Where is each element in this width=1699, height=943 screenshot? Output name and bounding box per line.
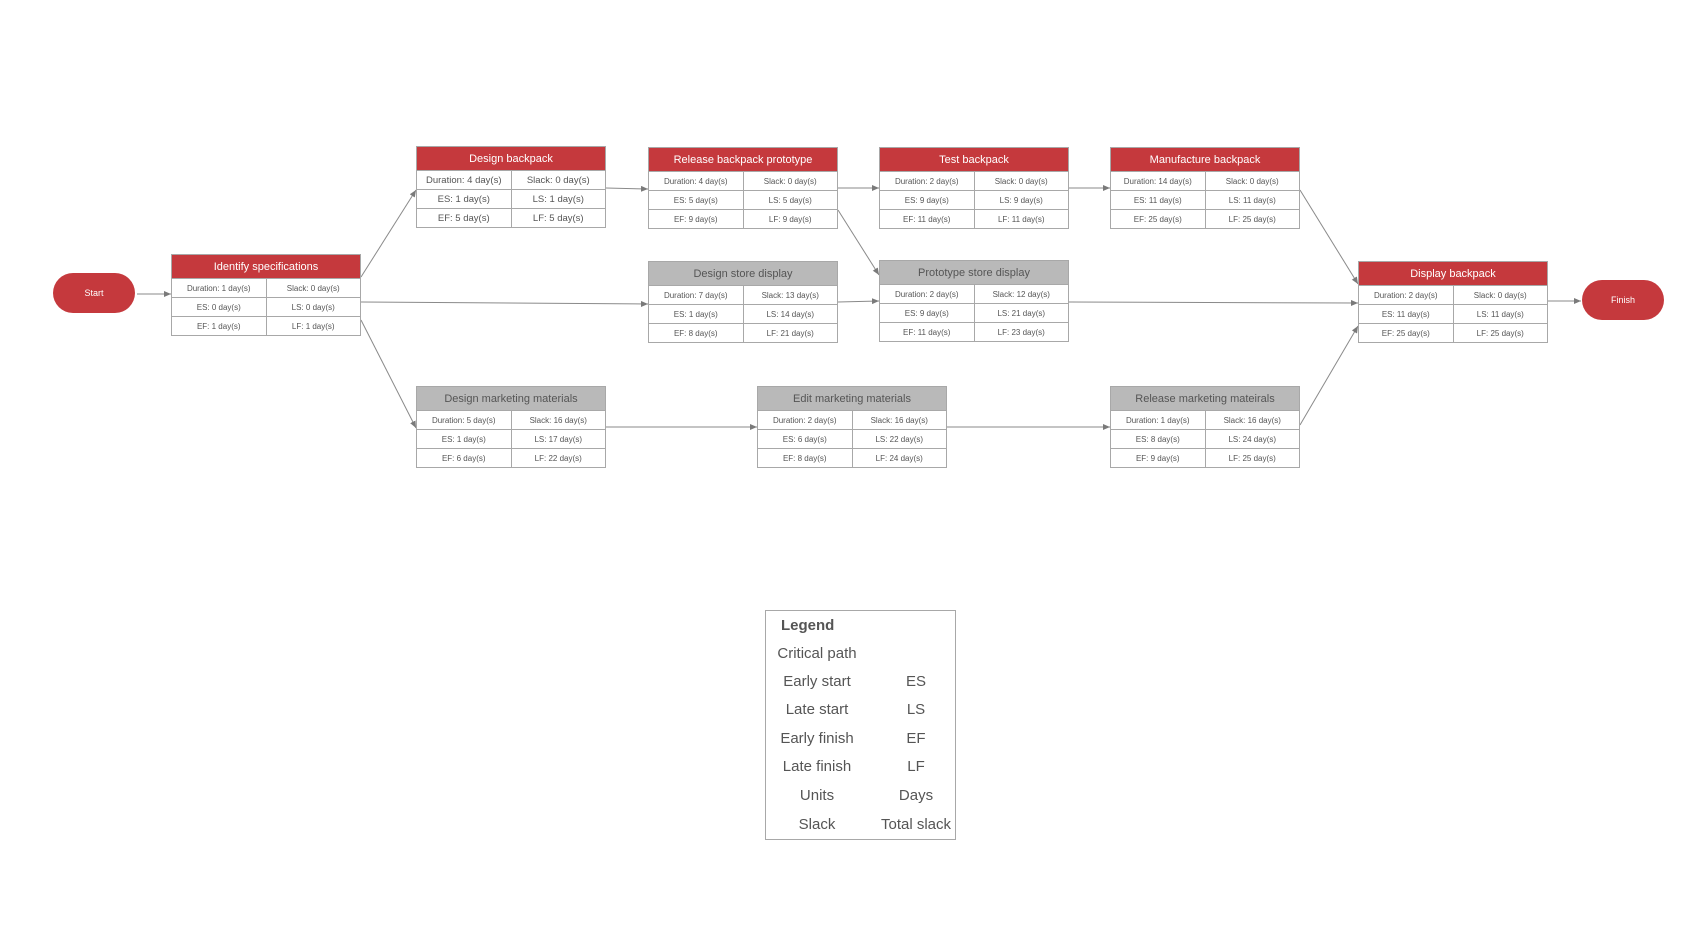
task-duration: Duration: 14 day(s) <box>1123 176 1192 186</box>
task-slack: Slack: 0 day(s) <box>511 171 606 189</box>
task-early-start: ES: 8 day(s) <box>1135 434 1180 444</box>
task-identify-specifications <box>171 254 361 336</box>
legend <box>765 610 956 840</box>
task-row-start <box>880 190 1068 209</box>
task-late-start: LS: 17 day(s) <box>511 430 606 448</box>
task-late-finish: LF: 1 day(s) <box>266 317 361 335</box>
task-late-finish: LF: 21 day(s) <box>743 324 838 342</box>
task-late-finish: LF: 24 day(s) <box>852 449 947 467</box>
task-row-start <box>417 429 605 448</box>
task-early-start: ES: 9 day(s) <box>904 195 949 205</box>
task-row-finish <box>880 322 1068 341</box>
task-title: Design marketing materials <box>417 387 605 410</box>
task-design-store-display <box>648 261 838 343</box>
task-row-start <box>649 190 837 209</box>
task-row-duration <box>1111 171 1299 190</box>
task-row-finish <box>1359 323 1547 342</box>
start-node <box>53 273 135 313</box>
task-manufacture-backpack <box>1110 147 1300 229</box>
task-late-start: LS: 9 day(s) <box>974 191 1069 209</box>
task-title: Design store display <box>649 262 837 285</box>
task-row-duration <box>417 170 605 189</box>
task-row-finish <box>417 448 605 467</box>
task-row-duration <box>172 278 360 297</box>
task-row-duration <box>1359 285 1547 304</box>
task-title: Design backpack <box>417 147 605 170</box>
legend-title: Legend <box>781 617 835 634</box>
legend-units-value: Days <box>898 787 934 804</box>
finish-node <box>1582 280 1664 320</box>
task-late-start: LS: 5 day(s) <box>743 191 838 209</box>
task-duration: Duration: 5 day(s) <box>431 415 496 425</box>
task-row-duration <box>649 171 837 190</box>
task-early-finish: EF: 1 day(s) <box>196 321 241 331</box>
task-late-start: LS: 11 day(s) <box>1205 191 1300 209</box>
task-late-finish: LF: 25 day(s) <box>1205 449 1300 467</box>
arrow-manufacture-to-display <box>1300 190 1358 284</box>
task-row-duration <box>1111 410 1299 429</box>
task-row-start <box>1111 190 1299 209</box>
task-title: Identify specifications <box>172 255 360 278</box>
arrow-release-marketing-to-display <box>1300 326 1358 425</box>
task-row-start <box>1359 304 1547 323</box>
task-late-start: LS: 0 day(s) <box>266 298 361 316</box>
task-late-finish: LF: 5 day(s) <box>511 209 606 227</box>
task-early-start: ES: 1 day(s) <box>673 309 718 319</box>
task-title: Edit marketing materials <box>758 387 946 410</box>
task-row-start <box>172 297 360 316</box>
legend-row-late-start <box>766 701 955 725</box>
task-design-marketing-materials <box>416 386 606 468</box>
task-slack: Slack: 16 day(s) <box>511 411 606 429</box>
task-title: Display backpack <box>1359 262 1547 285</box>
task-early-finish: EF: 5 day(s) <box>437 212 490 224</box>
legend-late-start-label: Late start <box>785 701 849 718</box>
task-late-finish: LF: 9 day(s) <box>743 210 838 228</box>
arrow-identify-to-design-marketing <box>361 320 416 428</box>
legend-row-units <box>766 787 955 811</box>
task-slack: Slack: 0 day(s) <box>974 172 1069 190</box>
task-row-start <box>649 304 837 323</box>
task-early-finish: EF: 25 day(s) <box>1381 328 1430 338</box>
task-slack: Slack: 12 day(s) <box>974 285 1069 303</box>
task-early-start: ES: 1 day(s) <box>441 434 486 444</box>
legend-row-early-start <box>766 673 955 697</box>
task-test-backpack <box>879 147 1069 229</box>
task-slack: Slack: 0 day(s) <box>1453 286 1548 304</box>
task-early-start: ES: 1 day(s) <box>437 193 490 205</box>
task-row-finish <box>1111 209 1299 228</box>
task-duration: Duration: 1 day(s) <box>186 283 251 293</box>
task-early-finish: EF: 8 day(s) <box>673 328 718 338</box>
legend-early-finish-label: Early finish <box>780 730 854 747</box>
task-title: Manufacture backpack <box>1111 148 1299 171</box>
legend-row-critical-path <box>766 645 955 669</box>
task-row-start <box>758 429 946 448</box>
legend-late-finish-abbr: LF <box>907 758 925 775</box>
task-slack: Slack: 16 day(s) <box>1205 411 1300 429</box>
task-row-duration <box>417 410 605 429</box>
task-duration: Duration: 2 day(s) <box>772 415 837 425</box>
task-early-start: ES: 0 day(s) <box>196 302 241 312</box>
task-late-start: LS: 22 day(s) <box>852 430 947 448</box>
task-late-finish: LF: 25 day(s) <box>1453 324 1548 342</box>
task-slack: Slack: 0 day(s) <box>266 279 361 297</box>
legend-early-finish-abbr: EF <box>906 730 926 747</box>
task-late-start: LS: 1 day(s) <box>511 190 606 208</box>
legend-row-slack <box>766 816 955 840</box>
task-row-finish <box>880 209 1068 228</box>
task-early-finish: EF: 9 day(s) <box>1135 453 1180 463</box>
task-display-backpack <box>1358 261 1548 343</box>
arrow-design-store-to-prototype-display <box>838 301 879 302</box>
task-row-finish <box>1111 448 1299 467</box>
legend-row-late-finish <box>766 758 955 782</box>
legend-units-label: Units <box>799 787 835 804</box>
task-row-start <box>417 189 605 208</box>
task-late-finish: LF: 11 day(s) <box>974 210 1069 228</box>
task-early-finish: EF: 25 day(s) <box>1133 214 1182 224</box>
task-design-backpack <box>416 146 606 228</box>
task-duration: Duration: 7 day(s) <box>663 290 728 300</box>
task-duration: Duration: 2 day(s) <box>1373 290 1438 300</box>
arrow-design-backpack-to-release-prototype <box>606 188 648 189</box>
arrow-identify-to-design-backpack <box>361 190 416 277</box>
task-duration: Duration: 4 day(s) <box>663 176 728 186</box>
task-slack: Slack: 0 day(s) <box>1205 172 1300 190</box>
legend-early-start-abbr: ES <box>905 673 926 690</box>
task-early-start: ES: 5 day(s) <box>673 195 718 205</box>
task-late-finish: LF: 22 day(s) <box>511 449 606 467</box>
task-duration: Duration: 4 day(s) <box>425 174 502 186</box>
legend-early-start-label: Early start <box>783 673 851 690</box>
task-late-start: LS: 21 day(s) <box>974 304 1069 322</box>
arrow-release-prototype-to-prototype-display <box>838 210 879 275</box>
task-row-finish <box>758 448 946 467</box>
task-duration: Duration: 1 day(s) <box>1125 415 1190 425</box>
task-late-start: LS: 14 day(s) <box>743 305 838 323</box>
task-release-backpack-prototype <box>648 147 838 229</box>
task-early-start: ES: 6 day(s) <box>782 434 827 444</box>
task-release-marketing-materials <box>1110 386 1300 468</box>
legend-row-early-finish <box>766 730 955 754</box>
task-early-finish: EF: 11 day(s) <box>903 327 951 337</box>
task-duration: Duration: 2 day(s) <box>894 176 959 186</box>
task-title: Release backpack prototype <box>649 148 837 171</box>
task-row-duration <box>880 284 1068 303</box>
task-late-start: LS: 11 day(s) <box>1453 305 1548 323</box>
legend-critical-path-label: Critical path <box>777 645 857 662</box>
task-early-start: ES: 9 day(s) <box>904 308 949 318</box>
task-early-start: ES: 11 day(s) <box>1381 309 1430 319</box>
task-early-finish: EF: 9 day(s) <box>673 214 718 224</box>
task-row-finish <box>172 316 360 335</box>
task-late-finish: LF: 25 day(s) <box>1205 210 1300 228</box>
task-early-finish: EF: 11 day(s) <box>903 214 951 224</box>
legend-slack-value: Total slack <box>880 816 952 833</box>
task-row-duration <box>880 171 1068 190</box>
task-row-finish <box>649 323 837 342</box>
task-row-start <box>880 303 1068 322</box>
task-prototype-store-display <box>879 260 1069 342</box>
task-row-duration <box>758 410 946 429</box>
arrow-identify-to-design-store-display <box>361 302 648 304</box>
task-title: Test backpack <box>880 148 1068 171</box>
task-row-start <box>1111 429 1299 448</box>
arrow-prototype-display-to-display <box>1069 302 1358 303</box>
task-late-start: LS: 24 day(s) <box>1205 430 1300 448</box>
legend-slack-label: Slack <box>798 816 836 833</box>
task-early-finish: EF: 8 day(s) <box>782 453 827 463</box>
task-slack: Slack: 13 day(s) <box>743 286 838 304</box>
task-title: Release marketing mateirals <box>1111 387 1299 410</box>
task-slack: Slack: 0 day(s) <box>743 172 838 190</box>
task-early-finish: EF: 6 day(s) <box>441 453 486 463</box>
task-row-duration <box>649 285 837 304</box>
task-edit-marketing-materials <box>757 386 947 468</box>
finish-label: Finish <box>1610 295 1635 305</box>
task-row-finish <box>649 209 837 228</box>
task-duration: Duration: 2 day(s) <box>894 289 959 299</box>
legend-late-start-abbr: LS <box>906 701 926 718</box>
legend-late-finish-label: Late finish <box>782 758 852 775</box>
task-early-start: ES: 11 day(s) <box>1133 195 1182 205</box>
task-row-finish <box>417 208 605 227</box>
task-late-finish: LF: 23 day(s) <box>974 323 1069 341</box>
task-slack: Slack: 16 day(s) <box>852 411 947 429</box>
task-title: Prototype store display <box>880 261 1068 284</box>
start-label: Start <box>84 288 104 298</box>
